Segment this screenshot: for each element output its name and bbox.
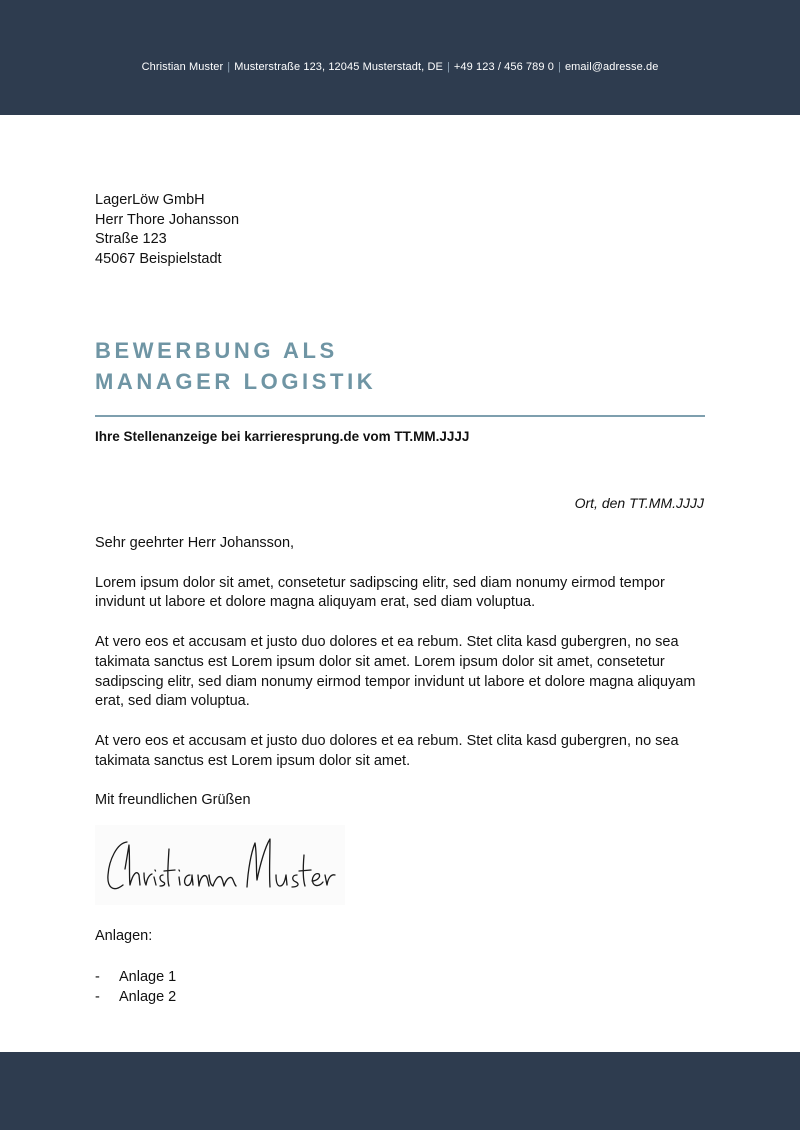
body-paragraph-1: Lorem ipsum dolor sit amet, consetetur sadipscing elitr, sed diam nonumy eirmod tempor invidunt ut labore et dolore magna aliquyam erat, sed diam voluptua. <box>95 574 665 611</box>
contact-email[interactable]: email@adresse.de <box>564 61 659 73</box>
recipient-company: LagerLöw GmbH <box>95 192 205 208</box>
title-divider <box>95 415 705 417</box>
title-line-2: MANAGER LOGISTIK <box>95 369 377 394</box>
contact-name: Christian Muster <box>141 61 224 73</box>
letter-title <box>95 335 376 397</box>
title-line-1: BEWERBUNG ALS <box>95 338 338 363</box>
date-line: Ort, den TT.MM.JJJJ <box>574 495 704 511</box>
salutation: Sehr geehrter Herr Johansson, <box>95 535 295 551</box>
attachments-list <box>95 968 176 1008</box>
recipient-address <box>95 191 239 270</box>
footer-bar <box>0 1052 800 1130</box>
body-paragraph-2: At vero eos et accusam et justo duo dolores et ea rebum. Stet clita kasd gubergren, no sea takimata sanctus est Lorem ipsum dolor sit amet. Lorem ipsum dolor sit amet, consetetur sadipscing elitr, sed diam nonumy eirmod tempor invidunt ut labore et dolore magna aliquyam erat, sed diam voluptua. <box>95 633 696 710</box>
closing: Mit freundlichen Grüßen <box>95 792 251 809</box>
recipient-person: Herr Thore Johansson <box>95 211 240 228</box>
attachment-label: Anlage 2 <box>119 988 177 1005</box>
recipient-city: 45067 Beispielstadt <box>95 251 222 268</box>
subject-line: Ihre Stellenanzeige bei karrieresprung.de vom TT.MM.JJJJ <box>95 429 470 444</box>
signature-drawing <box>95 825 345 905</box>
body-paragraph-3: At vero eos et accusam et justo duo dolores et ea rebum. Stet clita kasd gubergren, no sea takimata sanctus est Lorem ipsum dolor sit amet. <box>95 732 679 769</box>
contact-separator: | <box>557 61 561 73</box>
attachments-label: Anlagen: <box>95 928 153 944</box>
header-bar <box>0 0 800 115</box>
list-bullet: - <box>95 988 100 1005</box>
list-item <box>95 968 176 988</box>
contact-phone[interactable]: +49 123 / 456 789 0 <box>453 61 554 73</box>
list-item <box>95 988 176 1008</box>
list-bullet: - <box>95 969 100 985</box>
contact-address: Musterstraße 123, 12045 Musterstadt, DE <box>234 61 443 73</box>
signature-image <box>95 825 345 905</box>
letter-body <box>95 534 715 831</box>
attachment-label: Anlage 1 <box>119 969 177 985</box>
contact-separator: | <box>446 61 450 73</box>
recipient-street: Straße 123 <box>95 231 167 248</box>
contact-separator: | <box>227 61 231 73</box>
contact-line <box>0 61 800 73</box>
